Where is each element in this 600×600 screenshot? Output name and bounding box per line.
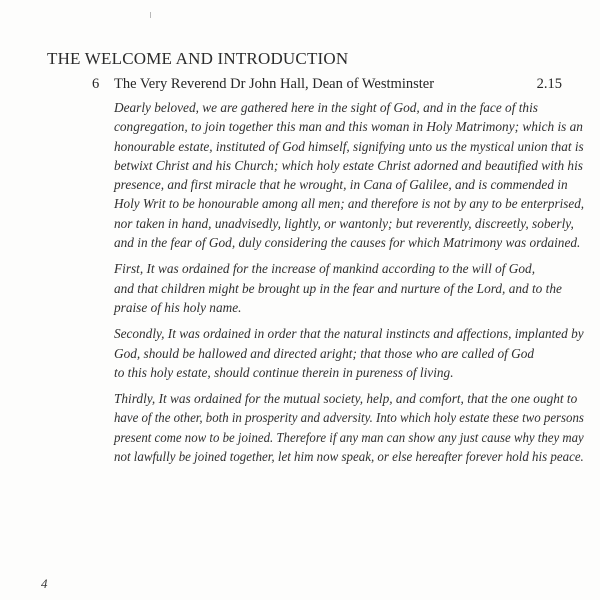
text-line: Thirdly, It was ordained for the mutual society, help, and comfort, that the one ought to — [114, 391, 578, 407]
text-line: betwixt Christ and his Church; which holy estate Christ adorned and beautified with his — [114, 157, 583, 173]
paragraph — [114, 259, 584, 317]
text-line: nor taken in hand, unadvisedly, lightly, or wantonly; but reverently, discreetly, soberly, — [114, 215, 574, 231]
item-number: 6 — [92, 76, 100, 92]
text-line: congregation, to join together this man and this woman in Holy Matrimony; which is an — [114, 119, 583, 135]
text-line: First, It was ordained for the increase of mankind according to the will of God, — [114, 261, 536, 277]
paragraph — [114, 389, 584, 466]
order-of-service-item-header — [92, 76, 562, 96]
item-speaker: The Very Reverend Dr John Hall, Dean of Westminster — [114, 76, 435, 92]
text-line: Secondly, It was ordained in order that the natural instincts and affections, implanted by — [114, 326, 584, 342]
item-reference: 2.15 — [536, 76, 562, 92]
text-line: present come now to be joined. Therefore if any man can show any just cause why they may — [114, 429, 584, 445]
crop-mark — [150, 12, 151, 18]
paragraph — [114, 98, 584, 252]
text-line: praise of his holy name. — [114, 299, 242, 315]
section-title: THE WELCOME AND INTRODUCTION — [47, 49, 349, 68]
text-line: have of the other, both in prosperity and adversity. Into which holy estate these two persons — [114, 410, 584, 426]
text-line: Holy Writ to be honourable among all men; and therefore is not by any to be enterprised, — [114, 196, 585, 212]
text-line: Dearly beloved, we are gathered here in the sight of God, and in the face of this — [114, 100, 538, 115]
text-line: and in the fear of God, duly considering the causes for which Matrimony was ordained. — [114, 235, 581, 251]
text-line: to this holy estate, should continue therein in pureness of living. — [114, 364, 454, 380]
text-line: not lawfully be joined together, let him now speak, or else hereafter forever hold his peace. — [114, 449, 584, 465]
text-line: honourable estate, instituted of God himself, signifying unto us the mystical union that is — [114, 138, 584, 154]
paragraph — [114, 324, 584, 382]
text-line: God, should be hallowed and directed aright; that those who are called of God — [114, 345, 535, 361]
page-number: 4 — [41, 576, 48, 591]
text-line: and that children might be brought up in the fear and nurture of the Lord, and to the — [114, 280, 562, 296]
text-line: presence, and first miracle that he wrought, in Cana of Galilee, and is commended in — [114, 177, 568, 193]
liturgy-text — [114, 98, 584, 473]
